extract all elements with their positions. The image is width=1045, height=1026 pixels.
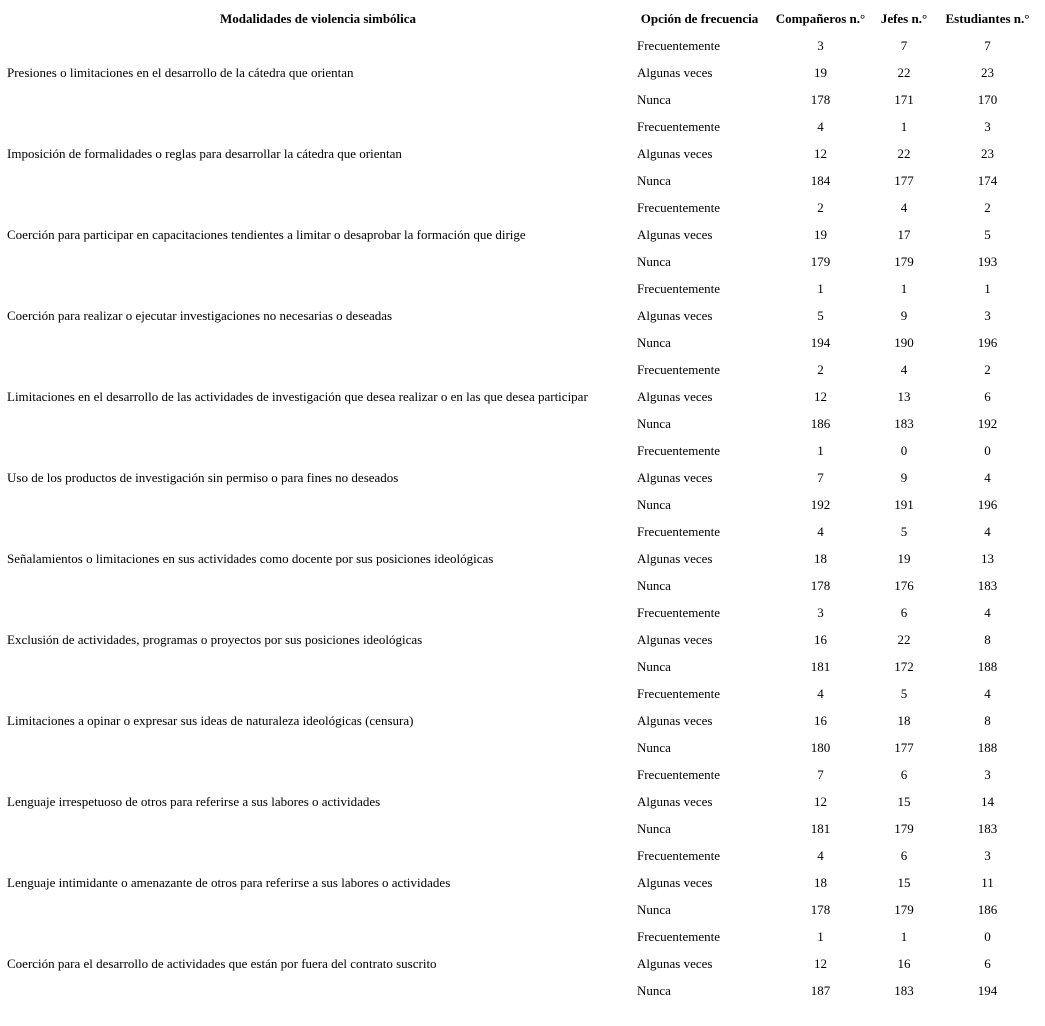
estudiantes-cell: 1 bbox=[984, 281, 991, 296]
estudiantes-cell: 194 bbox=[977, 983, 998, 998]
companeros-cell: 179 bbox=[810, 254, 831, 269]
modality-cell: Exclusión de actividades, programas o proyectos por sus posiciones ideológicas bbox=[7, 632, 423, 647]
modality-cell: Coerción para el desarrollo de actividades que están por fuera del contrato suscrito bbox=[7, 956, 437, 971]
option-cell: Algunas veces bbox=[637, 470, 713, 485]
table-row bbox=[5, 437, 1040, 464]
estudiantes-cell: 0 bbox=[984, 929, 991, 944]
companeros-cell: 3 bbox=[817, 605, 824, 620]
estudiantes-cell: 0 bbox=[984, 443, 991, 458]
jefes-cell: 6 bbox=[900, 848, 908, 863]
estudiantes-cell: 5 bbox=[984, 227, 991, 242]
jefes-cell: 177 bbox=[894, 173, 914, 188]
jefes-cell: 5 bbox=[900, 524, 908, 539]
option-cell: Algunas veces bbox=[637, 875, 713, 890]
jefes-cell: 19 bbox=[897, 551, 911, 566]
header-companeros: Compañeros n.° bbox=[775, 11, 866, 26]
jefes-cell: 179 bbox=[894, 821, 914, 836]
companeros-cell: 12 bbox=[814, 146, 827, 161]
jefes-cell: 15 bbox=[897, 875, 911, 890]
option-cell: Algunas veces bbox=[637, 551, 713, 566]
jefes-cell: 1 bbox=[900, 929, 908, 944]
companeros-cell: 18 bbox=[814, 875, 827, 890]
header-estudiantes: Estudiantes n.° bbox=[945, 11, 1030, 26]
option-cell: Frecuentemente bbox=[637, 200, 721, 215]
jefes-cell: 179 bbox=[894, 902, 914, 917]
option-cell: Frecuentemente bbox=[637, 686, 721, 701]
estudiantes-cell: 193 bbox=[977, 254, 998, 269]
companeros-cell: 7 bbox=[817, 767, 824, 782]
jefes-cell: 179 bbox=[894, 254, 914, 269]
estudiantes-cell: 2 bbox=[984, 362, 991, 377]
companeros-cell: 2 bbox=[817, 200, 824, 215]
estudiantes-cell: 3 bbox=[984, 119, 991, 134]
jefes-cell: 1 bbox=[900, 281, 908, 296]
companeros-cell: 19 bbox=[814, 227, 827, 242]
jefes-cell: 5 bbox=[900, 686, 908, 701]
companeros-cell: 1 bbox=[817, 443, 824, 458]
estudiantes-cell: 183 bbox=[977, 821, 998, 836]
estudiantes-cell: 6 bbox=[984, 956, 991, 971]
estudiantes-cell: 11 bbox=[981, 875, 994, 890]
table-row bbox=[5, 356, 1040, 383]
jefes-cell: 1 bbox=[900, 119, 908, 134]
estudiantes-cell: 188 bbox=[977, 659, 998, 674]
table-header bbox=[5, 5, 1040, 32]
estudiantes-cell: 192 bbox=[977, 416, 998, 431]
estudiantes-cell: 4 bbox=[984, 605, 991, 620]
option-cell: Nunca bbox=[637, 578, 671, 593]
estudiantes-cell: 174 bbox=[977, 173, 998, 188]
estudiantes-cell: 8 bbox=[984, 632, 991, 647]
table-row bbox=[5, 194, 1040, 221]
jefes-cell: 171 bbox=[894, 92, 914, 107]
modality-cell: Uso de los productos de investigación sin permiso o para fines no deseados bbox=[7, 470, 399, 485]
jefes-cell: 183 bbox=[894, 983, 914, 998]
estudiantes-cell: 3 bbox=[984, 767, 991, 782]
option-cell: Nunca bbox=[637, 983, 671, 998]
companeros-cell: 5 bbox=[817, 308, 824, 323]
companeros-cell: 12 bbox=[814, 794, 827, 809]
table-row bbox=[5, 599, 1040, 626]
estudiantes-cell: 2 bbox=[984, 200, 991, 215]
jefes-cell: 17 bbox=[897, 227, 911, 242]
companeros-cell: 1 bbox=[817, 281, 824, 296]
option-cell: Nunca bbox=[637, 335, 671, 350]
header-modality: Modalidades de violencia simbólica bbox=[219, 11, 417, 26]
jefes-cell: 176 bbox=[894, 578, 914, 593]
estudiantes-cell: 3 bbox=[984, 848, 991, 863]
jefes-cell: 191 bbox=[894, 497, 914, 512]
option-cell: Frecuentemente bbox=[637, 767, 721, 782]
option-cell: Frecuentemente bbox=[637, 281, 721, 296]
table-row bbox=[5, 32, 1040, 59]
jefes-cell: 177 bbox=[894, 740, 914, 755]
estudiantes-cell: 23 bbox=[981, 146, 994, 161]
companeros-cell: 4 bbox=[817, 848, 824, 863]
header-row bbox=[5, 5, 1040, 32]
modality-cell: Coerción para realizar o ejecutar investigaciones no necesarias o deseadas bbox=[7, 308, 393, 323]
option-cell: Frecuentemente bbox=[637, 119, 721, 134]
option-cell: Algunas veces bbox=[637, 794, 713, 809]
companeros-cell: 178 bbox=[810, 92, 831, 107]
option-cell: Frecuentemente bbox=[637, 524, 721, 539]
option-cell: Nunca bbox=[637, 902, 671, 917]
companeros-cell: 16 bbox=[814, 632, 827, 647]
option-cell: Nunca bbox=[637, 659, 671, 674]
jefes-cell: 6 bbox=[900, 767, 908, 782]
companeros-cell: 16 bbox=[814, 713, 827, 728]
option-cell: Algunas veces bbox=[637, 713, 713, 728]
modality-cell: Presiones o limitaciones en el desarrollo de la cátedra que orientan bbox=[7, 65, 354, 80]
companeros-cell: 184 bbox=[810, 173, 831, 188]
companeros-cell: 19 bbox=[814, 65, 827, 80]
header-jefes: Jefes n.° bbox=[880, 11, 928, 26]
option-cell: Frecuentemente bbox=[637, 362, 721, 377]
option-cell: Algunas veces bbox=[637, 308, 713, 323]
companeros-cell: 3 bbox=[817, 38, 824, 53]
estudiantes-cell: 188 bbox=[977, 740, 998, 755]
jefes-cell: 183 bbox=[894, 416, 914, 431]
jefes-cell: 18 bbox=[897, 713, 911, 728]
option-cell: Frecuentemente bbox=[637, 605, 721, 620]
option-cell: Nunca bbox=[637, 173, 671, 188]
estudiantes-cell: 196 bbox=[977, 497, 998, 512]
companeros-cell: 4 bbox=[817, 524, 824, 539]
modality-cell: Imposición de formalidades o reglas para desarrollar la cátedra que orientan bbox=[7, 146, 402, 161]
estudiantes-cell: 6 bbox=[984, 389, 991, 404]
table-row bbox=[5, 761, 1040, 788]
companeros-cell: 181 bbox=[810, 821, 831, 836]
option-cell: Nunca bbox=[637, 740, 671, 755]
estudiantes-cell: 23 bbox=[981, 65, 994, 80]
companeros-cell: 186 bbox=[810, 416, 831, 431]
jefes-cell: 16 bbox=[897, 956, 911, 971]
option-cell: Nunca bbox=[637, 497, 671, 512]
option-cell: Frecuentemente bbox=[637, 929, 721, 944]
violence-modalities-table bbox=[5, 5, 1040, 1004]
companeros-cell: 12 bbox=[814, 389, 827, 404]
jefes-cell: 13 bbox=[897, 389, 911, 404]
jefes-cell: 7 bbox=[900, 38, 908, 53]
modality-cell: Señalamientos o limitaciones en sus actividades como docente por sus posiciones ideológicas bbox=[7, 551, 494, 566]
option-cell: Nunca bbox=[637, 254, 671, 269]
estudiantes-cell: 4 bbox=[984, 470, 991, 485]
estudiantes-cell: 7 bbox=[984, 38, 991, 53]
jefes-cell: 22 bbox=[897, 632, 911, 647]
companeros-cell: 192 bbox=[810, 497, 831, 512]
jefes-cell: 6 bbox=[900, 605, 908, 620]
estudiantes-cell: 3 bbox=[984, 308, 991, 323]
jefes-cell: 9 bbox=[900, 308, 908, 323]
option-cell: Algunas veces bbox=[637, 389, 713, 404]
companeros-cell: 4 bbox=[817, 686, 824, 701]
estudiantes-cell: 183 bbox=[977, 578, 998, 593]
companeros-cell: 18 bbox=[814, 551, 827, 566]
option-cell: Nunca bbox=[637, 92, 671, 107]
estudiantes-cell: 14 bbox=[981, 794, 994, 809]
option-cell: Algunas veces bbox=[637, 227, 713, 242]
option-cell: Algunas veces bbox=[637, 146, 713, 161]
companeros-cell: 178 bbox=[810, 578, 831, 593]
option-cell: Algunas veces bbox=[637, 956, 713, 971]
option-cell: Frecuentemente bbox=[637, 443, 721, 458]
jefes-cell: 190 bbox=[894, 335, 914, 350]
jefes-cell: 9 bbox=[900, 470, 908, 485]
jefes-cell: 172 bbox=[894, 659, 914, 674]
estudiantes-cell: 170 bbox=[977, 92, 998, 107]
option-cell: Frecuentemente bbox=[637, 38, 721, 53]
jefes-cell: 22 bbox=[897, 65, 911, 80]
jefes-cell: 4 bbox=[900, 362, 908, 377]
modality-cell: Coerción para participar en capacitaciones tendientes a limitar o desaprobar la formación que dirige bbox=[7, 227, 526, 242]
table-row bbox=[5, 842, 1040, 869]
table-row bbox=[5, 680, 1040, 707]
table-row bbox=[5, 518, 1040, 545]
jefes-cell: 0 bbox=[900, 443, 908, 458]
modality-cell: Limitaciones en el desarrollo de las actividades de investigación que desea realizar o en las que desea participar bbox=[7, 389, 588, 404]
option-cell: Algunas veces bbox=[637, 65, 713, 80]
companeros-cell: 194 bbox=[810, 335, 831, 350]
option-cell: Frecuentemente bbox=[637, 848, 721, 863]
header-option: Opción de frecuencia bbox=[640, 11, 759, 26]
companeros-cell: 181 bbox=[810, 659, 831, 674]
estudiantes-cell: 8 bbox=[984, 713, 991, 728]
companeros-cell: 180 bbox=[810, 740, 831, 755]
estudiantes-cell: 4 bbox=[984, 686, 991, 701]
modality-cell: Limitaciones a opinar o expresar sus ideas de naturaleza ideológicas (censura) bbox=[7, 713, 414, 728]
companeros-cell: 4 bbox=[817, 119, 824, 134]
option-cell: Algunas veces bbox=[637, 632, 713, 647]
companeros-cell: 1 bbox=[817, 929, 824, 944]
companeros-cell: 2 bbox=[817, 362, 824, 377]
option-cell: Nunca bbox=[637, 821, 671, 836]
option-cell: Nunca bbox=[637, 416, 671, 431]
modality-cell: Lenguaje irrespetuoso de otros para referirse a sus labores o actividades bbox=[7, 794, 381, 809]
table-row bbox=[5, 923, 1040, 950]
table-body bbox=[5, 32, 1040, 1004]
jefes-cell: 4 bbox=[900, 200, 908, 215]
jefes-cell: 22 bbox=[897, 146, 911, 161]
table-row bbox=[5, 113, 1040, 140]
companeros-cell: 187 bbox=[810, 983, 831, 998]
table-row bbox=[5, 275, 1040, 302]
estudiantes-cell: 186 bbox=[977, 902, 998, 917]
companeros-cell: 12 bbox=[814, 956, 827, 971]
estudiantes-cell: 196 bbox=[977, 335, 998, 350]
jefes-cell: 15 bbox=[897, 794, 911, 809]
estudiantes-cell: 13 bbox=[981, 551, 994, 566]
companeros-cell: 178 bbox=[810, 902, 831, 917]
companeros-cell: 7 bbox=[817, 470, 824, 485]
modality-cell: Lenguaje intimidante o amenazante de otros para referirse a sus labores o actividades bbox=[7, 875, 451, 890]
estudiantes-cell: 4 bbox=[984, 524, 991, 539]
